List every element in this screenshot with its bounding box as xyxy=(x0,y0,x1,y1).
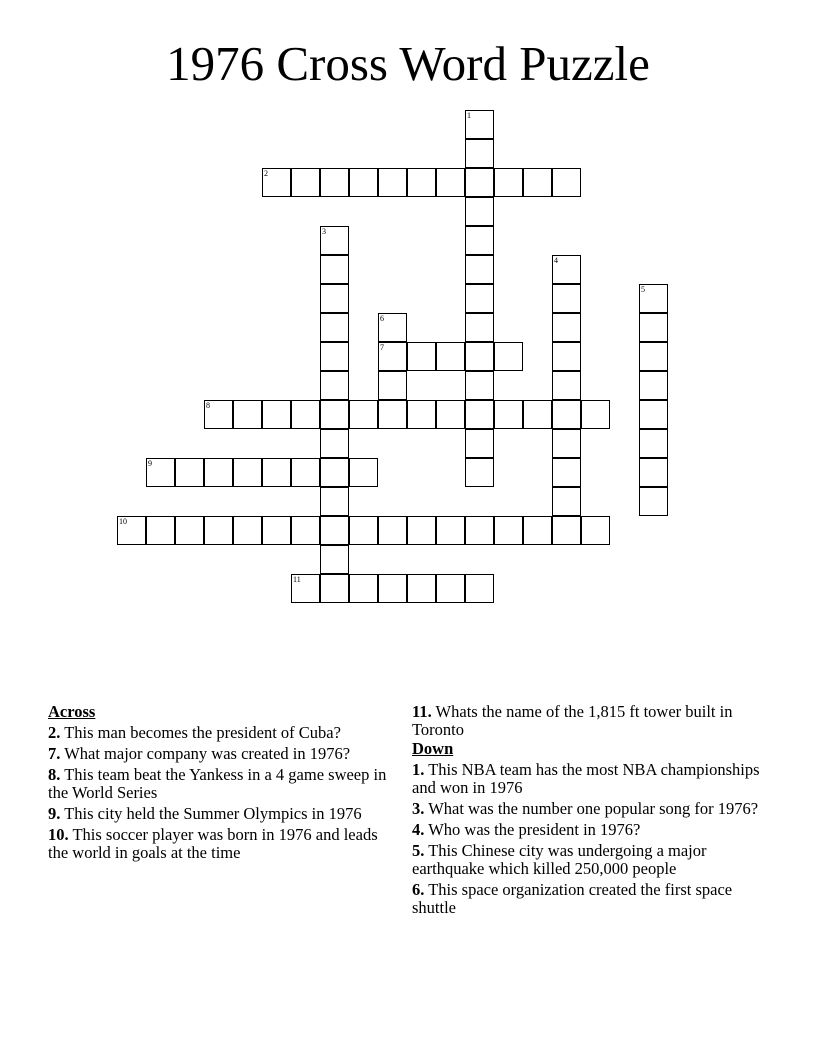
clue-number-label: 7 xyxy=(380,343,384,352)
clue-down-5 xyxy=(412,842,772,878)
crossword-cell[interactable] xyxy=(581,516,610,545)
crossword-cell[interactable] xyxy=(320,168,349,197)
crossword-cell[interactable] xyxy=(204,400,233,429)
crossword-cell[interactable] xyxy=(407,574,436,603)
clue-across-2 xyxy=(48,724,393,742)
clue-number: 2. xyxy=(48,723,61,742)
crossword-cell[interactable] xyxy=(262,516,291,545)
crossword-cell[interactable] xyxy=(175,516,204,545)
crossword-cell[interactable] xyxy=(465,400,494,429)
clue-text: Who was the president in 1976? xyxy=(428,820,641,839)
crossword-cell[interactable] xyxy=(146,458,175,487)
crossword-cell[interactable] xyxy=(320,284,349,313)
down-heading: Down xyxy=(412,739,454,758)
clue-text: This space organization created the first space shuttle xyxy=(412,880,733,917)
crossword-cell[interactable] xyxy=(465,458,494,487)
crossword-cell[interactable] xyxy=(378,400,407,429)
crossword-cell[interactable] xyxy=(378,574,407,603)
clue-number-label: 9 xyxy=(148,459,152,468)
crossword-cell[interactable] xyxy=(320,226,349,255)
clue-number: 6. xyxy=(412,880,425,899)
crossword-cell[interactable] xyxy=(465,574,494,603)
crossword-cell[interactable] xyxy=(552,487,581,516)
crossword-cell[interactable] xyxy=(349,458,378,487)
crossword-cell[interactable] xyxy=(523,400,552,429)
clue-text: This NBA team has the most NBA championships and won in 1976 xyxy=(412,760,760,797)
crossword-cell[interactable] xyxy=(262,400,291,429)
clue-number-label: 3 xyxy=(322,227,326,236)
crossword-cell[interactable] xyxy=(552,516,581,545)
crossword-cell[interactable] xyxy=(146,516,175,545)
crossword-cell[interactable] xyxy=(349,168,378,197)
crossword-cell[interactable] xyxy=(581,400,610,429)
crossword-cell[interactable] xyxy=(639,284,668,313)
crossword-cell[interactable] xyxy=(552,284,581,313)
clue-down-4 xyxy=(412,821,772,839)
crossword-cell[interactable] xyxy=(349,574,378,603)
crossword-cell[interactable] xyxy=(465,516,494,545)
crossword-cell[interactable] xyxy=(552,342,581,371)
crossword-cell[interactable] xyxy=(639,487,668,516)
clue-down-6 xyxy=(412,881,772,917)
clue-text: Whats the name of the 1,815 ft tower built in Toronto xyxy=(412,702,733,739)
clue-text: This Chinese city was undergoing a major earthquake which killed 250,000 people xyxy=(412,841,707,878)
clue-number-label: 8 xyxy=(206,401,210,410)
crossword-cell[interactable] xyxy=(320,371,349,400)
crossword-cell[interactable] xyxy=(465,226,494,255)
crossword-cell[interactable] xyxy=(639,458,668,487)
crossword-cell[interactable] xyxy=(291,400,320,429)
clue-text: This man becomes the president of Cuba? xyxy=(64,723,341,742)
clue-text: This team beat the Yankess in a 4 game sweep in the World Series xyxy=(48,765,387,802)
crossword-cell[interactable] xyxy=(523,516,552,545)
crossword-cell[interactable] xyxy=(465,255,494,284)
clue-number: 4. xyxy=(412,820,425,839)
clues-right-column xyxy=(412,703,772,920)
crossword-cell[interactable] xyxy=(262,168,291,197)
crossword-cell[interactable] xyxy=(320,545,349,574)
clue-number: 10. xyxy=(48,825,69,844)
crossword-cell[interactable] xyxy=(494,400,523,429)
crossword-cell[interactable] xyxy=(436,516,465,545)
crossword-cell[interactable] xyxy=(320,342,349,371)
clue-down-1 xyxy=(412,761,772,797)
clue-number: 7. xyxy=(48,744,61,763)
crossword-cell[interactable] xyxy=(465,139,494,168)
crossword-cell[interactable] xyxy=(494,516,523,545)
crossword-cell[interactable] xyxy=(320,458,349,487)
crossword-cell[interactable] xyxy=(465,429,494,458)
crossword-cell[interactable] xyxy=(262,458,291,487)
crossword-cell[interactable] xyxy=(320,574,349,603)
crossword-cell[interactable] xyxy=(552,400,581,429)
clue-text: What major company was created in 1976? xyxy=(64,744,351,763)
clue-number: 1. xyxy=(412,760,425,779)
clue-text: This soccer player was born in 1976 and leads the world in goals at the time xyxy=(48,825,378,862)
clue-number-label: 6 xyxy=(380,314,384,323)
crossword-cell[interactable] xyxy=(552,429,581,458)
crossword-cell[interactable] xyxy=(320,313,349,342)
crossword-cell[interactable] xyxy=(523,168,552,197)
crossword-cell[interactable] xyxy=(639,429,668,458)
clue-across-7 xyxy=(48,745,393,763)
crossword-cell[interactable] xyxy=(465,313,494,342)
crossword-cell[interactable] xyxy=(204,458,233,487)
clue-number-label: 10 xyxy=(119,517,127,526)
crossword-cell[interactable] xyxy=(465,197,494,226)
crossword-cell[interactable] xyxy=(349,516,378,545)
clue-number-label: 4 xyxy=(554,256,558,265)
crossword-cell[interactable] xyxy=(552,458,581,487)
crossword-cell[interactable] xyxy=(639,371,668,400)
crossword-cell[interactable] xyxy=(320,255,349,284)
crossword-cell[interactable] xyxy=(436,168,465,197)
clue-number: 3. xyxy=(412,799,425,818)
crossword-cell[interactable] xyxy=(378,371,407,400)
crossword-cell[interactable] xyxy=(552,313,581,342)
crossword-cell[interactable] xyxy=(465,284,494,313)
crossword-cell[interactable] xyxy=(233,400,262,429)
crossword-cell[interactable] xyxy=(552,168,581,197)
clue-number: 8. xyxy=(48,765,61,784)
page-title: 1976 Cross Word Puzzle xyxy=(166,36,650,91)
across-heading: Across xyxy=(48,702,96,721)
crossword-cell[interactable] xyxy=(407,516,436,545)
clue-number: 11. xyxy=(412,702,432,721)
clue-across-8 xyxy=(48,766,393,802)
crossword-cell[interactable] xyxy=(639,313,668,342)
clue-down-3 xyxy=(412,800,772,818)
crossword-cell[interactable] xyxy=(320,516,349,545)
crossword-cell[interactable] xyxy=(233,516,262,545)
crossword-cell[interactable] xyxy=(378,168,407,197)
crossword-cell[interactable] xyxy=(204,516,233,545)
clue-across-9 xyxy=(48,805,393,823)
crossword-cell[interactable] xyxy=(378,516,407,545)
clue-number-label: 5 xyxy=(641,285,645,294)
crossword-cell[interactable] xyxy=(494,168,523,197)
crossword-cell[interactable] xyxy=(117,516,146,545)
crossword-cell[interactable] xyxy=(465,342,494,371)
crossword-cell[interactable] xyxy=(407,400,436,429)
crossword-cell[interactable] xyxy=(639,400,668,429)
crossword-cell[interactable] xyxy=(552,371,581,400)
crossword-cell[interactable] xyxy=(436,574,465,603)
clue-number: 9. xyxy=(48,804,61,823)
crossword-cell[interactable] xyxy=(436,400,465,429)
clue-text: This city held the Summer Olympics in 1976 xyxy=(64,804,362,823)
crossword-cell[interactable] xyxy=(320,400,349,429)
crossword-cell[interactable] xyxy=(291,458,320,487)
crossword-cell[interactable] xyxy=(175,458,204,487)
crossword-cell[interactable] xyxy=(639,342,668,371)
crossword-cell[interactable] xyxy=(552,255,581,284)
crossword-cell[interactable] xyxy=(291,168,320,197)
crossword-cell[interactable] xyxy=(378,342,407,371)
crossword-cell[interactable] xyxy=(465,371,494,400)
clue-number: 5. xyxy=(412,841,425,860)
crossword-cell[interactable] xyxy=(233,458,262,487)
clue-text: What was the number one popular song for 1976? xyxy=(428,799,759,818)
crossword-cell[interactable] xyxy=(349,400,378,429)
crossword-cell[interactable] xyxy=(465,110,494,139)
crossword-cell[interactable] xyxy=(291,516,320,545)
crossword-cell[interactable] xyxy=(494,342,523,371)
crossword-cell[interactable] xyxy=(320,487,349,516)
crossword-cell[interactable] xyxy=(436,342,465,371)
clue-number-label: 2 xyxy=(264,169,268,178)
crossword-cell[interactable] xyxy=(407,168,436,197)
crossword-cell[interactable] xyxy=(407,342,436,371)
crossword-cell[interactable] xyxy=(320,429,349,458)
crossword-cell[interactable] xyxy=(465,168,494,197)
clue-across-10 xyxy=(48,826,393,862)
clues-left-column xyxy=(48,703,393,865)
clue-across-11 xyxy=(412,703,772,739)
clue-number-label: 1 xyxy=(467,111,471,120)
crossword-cell[interactable] xyxy=(378,313,407,342)
clue-number-label: 11 xyxy=(293,575,301,584)
crossword-cell[interactable] xyxy=(291,574,320,603)
